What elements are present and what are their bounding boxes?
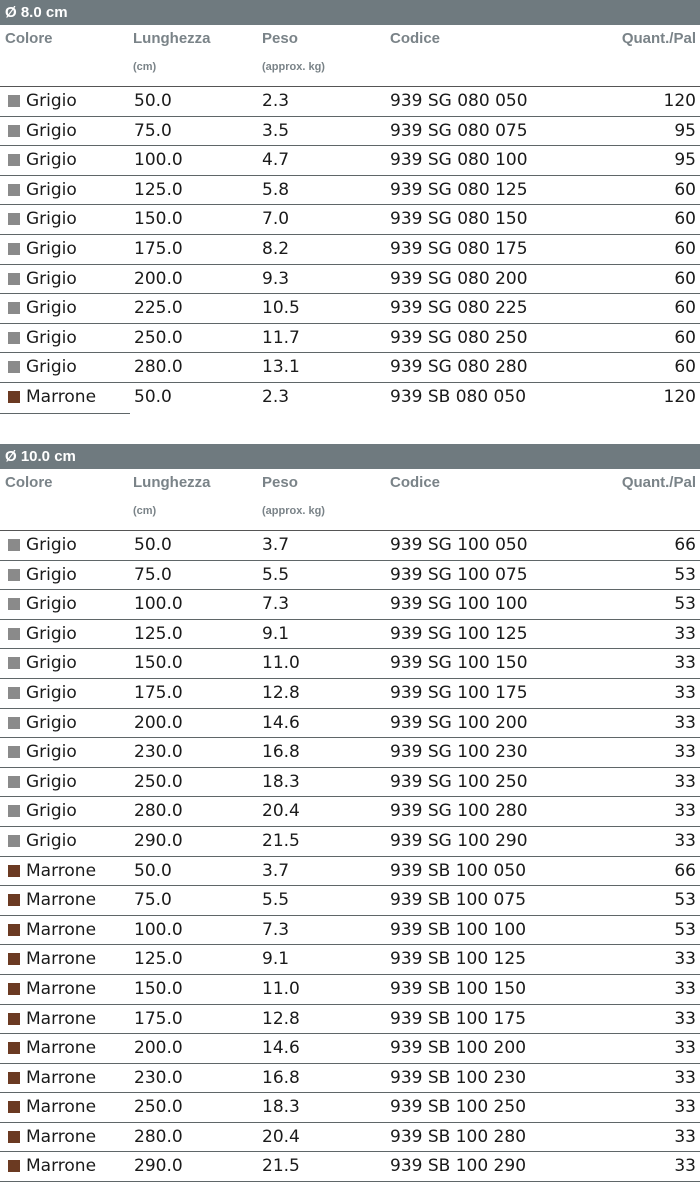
table-row xyxy=(0,1034,700,1064)
cell-codice: 939 SG 080 200 xyxy=(390,268,528,289)
cell-peso: 14.6 xyxy=(262,712,300,733)
cell-lunghezza: 230.0 xyxy=(134,742,183,763)
column-header-row xyxy=(0,25,700,87)
header-codice: Codice xyxy=(390,474,441,491)
color-swatch-icon xyxy=(8,1013,20,1025)
color-swatch-icon xyxy=(8,657,20,669)
table-row xyxy=(0,590,700,620)
colore-label: Marrone xyxy=(26,860,97,881)
cell-quant: 95 xyxy=(674,120,696,141)
cell-codice: 939 SG 100 250 xyxy=(390,771,528,792)
colore-label: Grigio xyxy=(26,742,77,763)
cell-colore xyxy=(8,649,77,678)
color-swatch-icon xyxy=(8,243,20,255)
cell-codice: 939 SG 100 280 xyxy=(390,801,528,822)
cell-peso: 9.3 xyxy=(262,268,290,289)
cell-peso: 8.2 xyxy=(262,238,290,259)
colore-label: Grigio xyxy=(26,150,77,171)
cell-colore xyxy=(8,117,77,146)
cell-quant: 33 xyxy=(674,712,696,733)
cell-codice: 939 SG 100 150 xyxy=(390,653,528,674)
color-swatch-icon xyxy=(8,1042,20,1054)
colore-label: Grigio xyxy=(26,830,77,851)
table-row xyxy=(0,797,700,827)
cell-codice: 939 SG 100 200 xyxy=(390,712,528,733)
cell-codice: 939 SG 100 230 xyxy=(390,742,528,763)
color-swatch-icon xyxy=(8,865,20,877)
table-row xyxy=(0,768,700,798)
header-lunghezza: Lunghezza xyxy=(133,30,211,47)
cell-codice: 939 SG 080 280 xyxy=(390,357,528,378)
color-swatch-icon xyxy=(8,983,20,995)
color-swatch-icon xyxy=(8,213,20,225)
column-header-row xyxy=(0,469,700,531)
cell-lunghezza: 125.0 xyxy=(134,179,183,200)
color-swatch-icon xyxy=(8,598,20,610)
cell-peso: 13.1 xyxy=(262,357,300,378)
cell-colore xyxy=(8,205,77,234)
cell-peso: 20.4 xyxy=(262,1126,300,1147)
color-swatch-icon xyxy=(8,953,20,965)
cell-codice: 939 SG 100 175 xyxy=(390,682,528,703)
color-swatch-icon xyxy=(8,1160,20,1172)
table-row xyxy=(0,649,700,679)
cell-lunghezza: 75.0 xyxy=(134,890,172,911)
table-row xyxy=(0,975,700,1005)
cell-colore xyxy=(8,768,77,797)
color-swatch-icon xyxy=(8,1131,20,1143)
colore-label: Grigio xyxy=(26,238,77,259)
cell-quant: 33 xyxy=(674,682,696,703)
cell-codice: 939 SB 100 150 xyxy=(390,978,527,999)
color-swatch-icon xyxy=(8,154,20,166)
cell-quant: 53 xyxy=(674,890,696,911)
table-row xyxy=(0,709,700,739)
colore-label: Grigio xyxy=(26,268,77,289)
cell-colore xyxy=(8,1064,96,1093)
colore-label: Grigio xyxy=(26,298,77,319)
color-swatch-icon xyxy=(8,805,20,817)
colore-label: Grigio xyxy=(26,327,77,348)
colore-label: Marrone xyxy=(26,1126,97,1147)
cell-quant: 33 xyxy=(674,623,696,644)
cell-colore xyxy=(8,353,77,382)
cell-colore xyxy=(8,886,96,915)
color-swatch-icon xyxy=(8,1072,20,1084)
color-swatch-icon xyxy=(8,184,20,196)
color-swatch-icon xyxy=(8,332,20,344)
cell-quant: 60 xyxy=(674,179,696,200)
colore-label: Marrone xyxy=(26,1156,97,1177)
cell-peso: 7.0 xyxy=(262,209,290,230)
header-peso: Peso xyxy=(262,30,298,47)
cell-colore xyxy=(8,294,77,323)
cell-codice: 939 SB 100 075 xyxy=(390,890,527,911)
cell-codice: 939 SG 080 225 xyxy=(390,298,528,319)
header-peso-unit: (approx. kg) xyxy=(262,505,325,517)
cell-colore xyxy=(8,975,96,1004)
cell-lunghezza: 75.0 xyxy=(134,120,172,141)
table-row xyxy=(0,146,700,176)
table-row xyxy=(0,117,700,147)
cell-lunghezza: 175.0 xyxy=(134,682,183,703)
colore-label: Marrone xyxy=(26,1067,97,1088)
table-row xyxy=(0,916,700,946)
cell-peso: 21.5 xyxy=(262,1156,300,1177)
row-underline xyxy=(0,413,130,414)
colore-label: Marrone xyxy=(26,978,97,999)
color-swatch-icon xyxy=(8,569,20,581)
cell-peso: 21.5 xyxy=(262,830,300,851)
cell-quant: 33 xyxy=(674,1038,696,1059)
cell-codice: 939 SG 100 125 xyxy=(390,623,528,644)
cell-lunghezza: 125.0 xyxy=(134,949,183,970)
colore-label: Grigio xyxy=(26,801,77,822)
cell-peso: 11.0 xyxy=(262,978,300,999)
cell-peso: 18.3 xyxy=(262,771,300,792)
color-swatch-icon xyxy=(8,628,20,640)
cell-codice: 939 SB 080 050 xyxy=(390,386,527,407)
cell-lunghezza: 280.0 xyxy=(134,1126,183,1147)
header-quant: Quant./Pal xyxy=(621,30,696,47)
cell-quant: 60 xyxy=(674,327,696,348)
cell-quant: 33 xyxy=(674,653,696,674)
cell-colore xyxy=(8,620,77,649)
cell-lunghezza: 250.0 xyxy=(134,771,183,792)
cell-quant: 60 xyxy=(674,268,696,289)
cell-lunghezza: 50.0 xyxy=(134,91,172,111)
cell-colore xyxy=(8,383,96,412)
cell-codice: 939 SB 100 175 xyxy=(390,1008,527,1029)
colore-label: Marrone xyxy=(26,1038,97,1059)
colore-label: Marrone xyxy=(26,949,97,970)
cell-peso: 12.8 xyxy=(262,682,300,703)
header-colore: Colore xyxy=(5,30,53,47)
cell-peso: 10.5 xyxy=(262,298,300,319)
table-row xyxy=(0,1152,700,1182)
header-lunghezza: Lunghezza xyxy=(133,474,211,491)
header-lunghezza-unit: (cm) xyxy=(133,61,157,73)
cell-colore xyxy=(8,1034,96,1063)
cell-peso: 12.8 xyxy=(262,1008,300,1029)
cell-codice: 939 SB 100 050 xyxy=(390,860,527,881)
header-peso: Peso xyxy=(262,474,298,491)
colore-label: Grigio xyxy=(26,535,77,555)
cell-codice: 939 SB 100 250 xyxy=(390,1097,527,1118)
cell-lunghezza: 50.0 xyxy=(134,535,172,555)
cell-quant: 66 xyxy=(674,535,696,555)
table-row xyxy=(0,857,700,887)
color-swatch-icon xyxy=(8,746,20,758)
cell-colore xyxy=(8,235,77,264)
cell-lunghezza: 150.0 xyxy=(134,978,183,999)
cell-peso: 7.3 xyxy=(262,594,290,615)
cell-colore xyxy=(8,590,77,619)
colore-label: Grigio xyxy=(26,682,77,703)
table-row xyxy=(0,1005,700,1035)
table-row xyxy=(0,324,700,354)
cell-lunghezza: 290.0 xyxy=(134,830,183,851)
cell-codice: 939 SG 100 290 xyxy=(390,830,528,851)
table-row xyxy=(0,886,700,916)
color-swatch-icon xyxy=(8,924,20,936)
cell-quant: 33 xyxy=(674,1067,696,1088)
color-swatch-icon xyxy=(8,776,20,788)
cell-quant: 95 xyxy=(674,150,696,171)
header-peso-unit: (approx. kg) xyxy=(262,61,325,73)
cell-colore xyxy=(8,827,77,856)
cell-peso: 18.3 xyxy=(262,1097,300,1118)
cell-lunghezza: 230.0 xyxy=(134,1067,183,1088)
cell-lunghezza: 175.0 xyxy=(134,238,183,259)
table-row xyxy=(0,827,700,857)
cell-peso: 16.8 xyxy=(262,742,300,763)
cell-codice: 939 SB 100 200 xyxy=(390,1038,527,1059)
color-swatch-icon xyxy=(8,273,20,285)
cell-peso: 14.6 xyxy=(262,1038,300,1059)
cell-codice: 939 SG 080 075 xyxy=(390,120,528,141)
cell-codice: 939 SB 100 230 xyxy=(390,1067,527,1088)
table-row xyxy=(0,620,700,650)
cell-lunghezza: 225.0 xyxy=(134,298,183,319)
cell-codice: 939 SG 080 050 xyxy=(390,91,528,111)
table-row xyxy=(0,176,700,206)
cell-colore xyxy=(8,797,77,826)
cell-quant: 33 xyxy=(674,1008,696,1029)
cell-lunghezza: 125.0 xyxy=(134,623,183,644)
color-swatch-icon xyxy=(8,361,20,373)
colore-label: Grigio xyxy=(26,623,77,644)
table-row xyxy=(0,1123,700,1153)
cell-lunghezza: 250.0 xyxy=(134,327,183,348)
cell-colore xyxy=(8,916,96,945)
cell-peso: 3.7 xyxy=(262,535,290,555)
cell-peso: 16.8 xyxy=(262,1067,300,1088)
cell-lunghezza: 150.0 xyxy=(134,209,183,230)
cell-peso: 7.3 xyxy=(262,919,290,940)
colore-label: Grigio xyxy=(26,357,77,378)
cell-quant: 53 xyxy=(674,564,696,585)
table-row xyxy=(0,1064,700,1094)
cell-quant: 33 xyxy=(674,949,696,970)
cell-colore xyxy=(8,324,77,353)
header-colore: Colore xyxy=(5,474,53,491)
cell-codice: 939 SB 100 100 xyxy=(390,919,527,940)
color-swatch-icon xyxy=(8,125,20,137)
cell-codice: 939 SG 080 100 xyxy=(390,150,528,171)
cell-peso: 5.5 xyxy=(262,890,290,911)
cell-peso: 20.4 xyxy=(262,801,300,822)
cell-codice: 939 SB 100 280 xyxy=(390,1126,527,1147)
cell-quant: 60 xyxy=(674,238,696,259)
cell-codice: 939 SB 100 125 xyxy=(390,949,527,970)
cell-colore xyxy=(8,1123,96,1152)
cell-peso: 4.7 xyxy=(262,150,290,171)
color-swatch-icon xyxy=(8,1101,20,1113)
cell-colore xyxy=(8,857,96,886)
colore-label: Marrone xyxy=(26,1008,97,1029)
cell-lunghezza: 50.0 xyxy=(134,860,172,881)
cell-colore xyxy=(8,87,77,116)
cell-lunghezza: 280.0 xyxy=(134,801,183,822)
table-row xyxy=(0,235,700,265)
cell-colore xyxy=(8,679,77,708)
color-swatch-icon xyxy=(8,391,20,403)
cell-colore xyxy=(8,738,77,767)
cell-lunghezza: 100.0 xyxy=(134,919,183,940)
cell-codice: 939 SG 080 125 xyxy=(390,179,528,200)
colore-label: Marrone xyxy=(26,919,97,940)
cell-codice: 939 SG 080 175 xyxy=(390,238,528,259)
colore-label: Grigio xyxy=(26,120,77,141)
cell-codice: 939 SG 100 100 xyxy=(390,594,528,615)
cell-peso: 9.1 xyxy=(262,949,290,970)
color-swatch-icon xyxy=(8,717,20,729)
colore-label: Grigio xyxy=(26,712,77,733)
color-swatch-icon xyxy=(8,687,20,699)
section-8cm xyxy=(0,0,700,413)
cell-peso: 2.3 xyxy=(262,386,290,407)
cell-quant: 33 xyxy=(674,742,696,763)
cell-peso: 11.7 xyxy=(262,327,300,348)
table-row xyxy=(0,294,700,324)
cell-quant: 33 xyxy=(674,1156,696,1177)
colore-label: Marrone xyxy=(26,890,97,911)
colore-label: Marrone xyxy=(26,386,97,407)
cell-codice: 939 SG 080 150 xyxy=(390,209,528,230)
cell-lunghezza: 280.0 xyxy=(134,357,183,378)
cell-lunghezza: 200.0 xyxy=(134,712,183,733)
cell-quant: 33 xyxy=(674,1126,696,1147)
header-lunghezza-unit: (cm) xyxy=(133,505,157,517)
cell-colore xyxy=(8,1005,96,1034)
cell-lunghezza: 250.0 xyxy=(134,1097,183,1118)
cell-colore xyxy=(8,176,77,205)
cell-peso: 2.3 xyxy=(262,91,290,111)
section-title: Ø 10.0 cm xyxy=(0,444,700,469)
cell-quant: 33 xyxy=(674,801,696,822)
table-row xyxy=(0,353,700,383)
cell-quant: 66 xyxy=(674,860,696,881)
table-body xyxy=(0,531,700,1182)
cell-quant: 60 xyxy=(674,298,696,319)
cell-quant: 120 xyxy=(663,91,696,111)
cell-lunghezza: 100.0 xyxy=(134,594,183,615)
cell-colore xyxy=(8,709,77,738)
color-swatch-icon xyxy=(8,302,20,314)
section-title: Ø 8.0 cm xyxy=(0,0,700,25)
cell-colore xyxy=(8,1093,96,1122)
cell-colore xyxy=(8,945,96,974)
header-quant: Quant./Pal xyxy=(621,474,696,491)
colore-label: Marrone xyxy=(26,1097,97,1118)
table-row xyxy=(0,945,700,975)
cell-lunghezza: 290.0 xyxy=(134,1156,183,1177)
cell-peso: 11.0 xyxy=(262,653,300,674)
color-swatch-icon xyxy=(8,95,20,107)
cell-peso: 3.7 xyxy=(262,860,290,881)
table-row xyxy=(0,738,700,768)
cell-peso: 9.1 xyxy=(262,623,290,644)
cell-peso: 5.8 xyxy=(262,179,290,200)
table-row xyxy=(0,561,700,591)
table-row xyxy=(0,87,700,117)
cell-codice: 939 SG 100 050 xyxy=(390,535,528,555)
colore-label: Grigio xyxy=(26,653,77,674)
cell-colore xyxy=(8,1152,96,1181)
cell-quant: 53 xyxy=(674,594,696,615)
cell-lunghezza: 175.0 xyxy=(134,1008,183,1029)
cell-lunghezza: 100.0 xyxy=(134,150,183,171)
cell-lunghezza: 200.0 xyxy=(134,268,183,289)
cell-quant: 33 xyxy=(674,830,696,851)
table-body xyxy=(0,87,700,413)
cell-colore xyxy=(8,561,77,590)
colore-label: Grigio xyxy=(26,564,77,585)
cell-codice: 939 SB 100 290 xyxy=(390,1156,527,1177)
colore-label: Grigio xyxy=(26,179,77,200)
cell-quant: 33 xyxy=(674,978,696,999)
table-row xyxy=(0,205,700,235)
table-row xyxy=(0,383,700,413)
colore-label: Grigio xyxy=(26,594,77,615)
table-row xyxy=(0,531,700,561)
cell-colore xyxy=(8,531,77,560)
cell-peso: 5.5 xyxy=(262,564,290,585)
table-row xyxy=(0,1093,700,1123)
table-row xyxy=(0,679,700,709)
cell-codice: 939 SG 080 250 xyxy=(390,327,528,348)
cell-codice: 939 SG 100 075 xyxy=(390,564,528,585)
cell-quant: 33 xyxy=(674,771,696,792)
cell-colore xyxy=(8,146,77,175)
cell-quant: 53 xyxy=(674,919,696,940)
color-swatch-icon xyxy=(8,539,20,551)
cell-lunghezza: 200.0 xyxy=(134,1038,183,1059)
colore-label: Grigio xyxy=(26,209,77,230)
cell-lunghezza: 75.0 xyxy=(134,564,172,585)
cell-quant: 60 xyxy=(674,209,696,230)
table-row xyxy=(0,265,700,295)
cell-quant: 120 xyxy=(663,386,696,407)
cell-peso: 3.5 xyxy=(262,120,290,141)
cell-quant: 60 xyxy=(674,357,696,378)
header-codice: Codice xyxy=(390,30,441,47)
colore-label: Grigio xyxy=(26,91,77,111)
cell-colore xyxy=(8,265,77,294)
cell-lunghezza: 50.0 xyxy=(134,386,172,407)
cell-lunghezza: 150.0 xyxy=(134,653,183,674)
color-swatch-icon xyxy=(8,835,20,847)
section-10cm xyxy=(0,444,700,1182)
color-swatch-icon xyxy=(8,894,20,906)
colore-label: Grigio xyxy=(26,771,77,792)
cell-quant: 33 xyxy=(674,1097,696,1118)
